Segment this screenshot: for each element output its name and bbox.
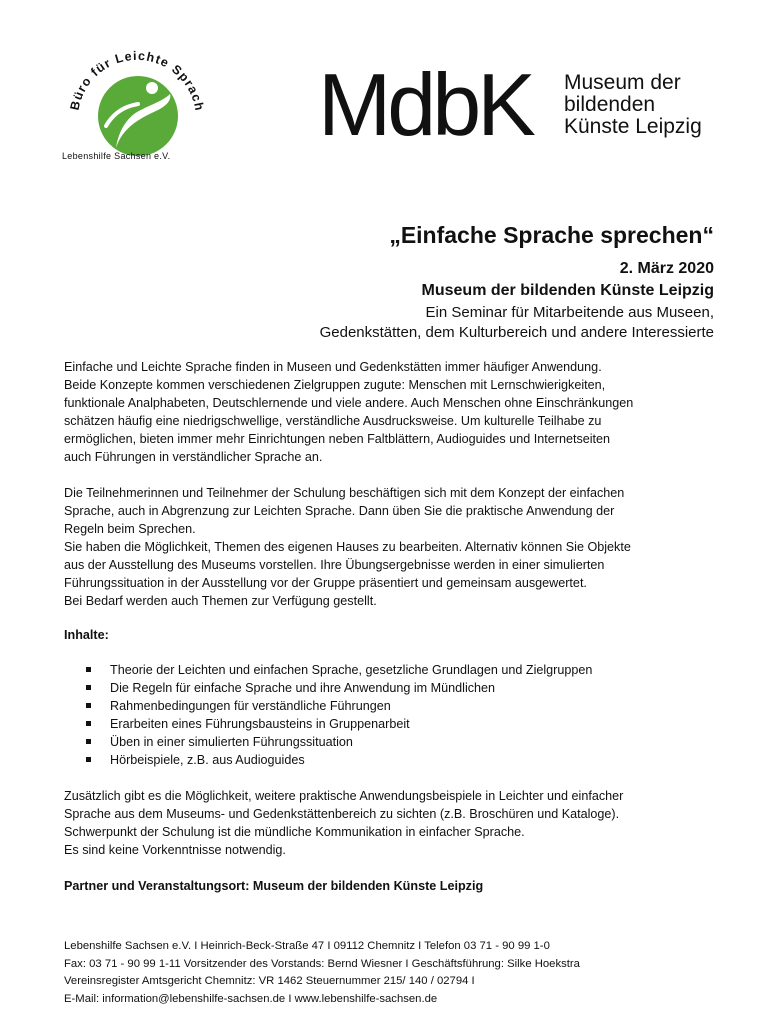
mdbk-mark: MdbK <box>318 55 532 154</box>
contents-list <box>86 661 592 769</box>
leichte-sprache-emblem <box>48 36 218 156</box>
bullet-icon <box>86 757 91 762</box>
list-item <box>86 733 592 751</box>
seminar-paragraph <box>64 484 716 610</box>
logo-caption: Lebenshilfe Sachsen e.V. <box>62 151 171 161</box>
leichte-sprache-logo <box>48 36 218 171</box>
mdbk-name-line-1: Museum der <box>564 71 681 94</box>
document-title: „Einfache Sprache sprechen“ <box>389 222 714 248</box>
paragraph-line: Schwerpunkt der Schulung ist die mündliche Kommunikation in einfacher Sprache. <box>64 825 525 839</box>
paragraph-line: ermöglichen, bieten immer mehr Einrichtungen neben Faltblättern, Audioguides und Internetseiten <box>64 432 611 446</box>
list-item-text: Theorie der Leichten und einfachen Sprache, gesetzliche Grundlagen und Zielgruppen <box>110 663 593 677</box>
logo-arc-text: Büro für Leichte Sprach <box>67 48 207 113</box>
paragraph-line: Regeln beim Sprechen. <box>64 522 196 536</box>
mdbk-name-line-3: Künste Leipzig <box>564 115 702 138</box>
paragraph-line: schätzen häufig eine niedrigschwellige, verständliche Ausdrucksweise. Um kulturelle Teilhabe zu <box>64 414 602 428</box>
subtitle-line-1: Ein Seminar für Mitarbeitende aus Museen, <box>425 304 714 321</box>
paragraph-line: Es sind keine Vorkenntnisse notwendig. <box>64 843 286 857</box>
footer <box>64 938 744 1008</box>
subtitle-line-2: Gedenkstätten, dem Kulturbereich und andere Interessierte <box>319 324 714 341</box>
mdbk-name <box>564 72 702 138</box>
list-item <box>86 697 592 715</box>
bullet-icon <box>86 703 91 708</box>
paragraph-line: Bei Bedarf werden auch Themen zur Verfügung gestellt. <box>64 594 377 608</box>
list-item <box>86 715 592 733</box>
footer-contact: Fax: 03 71 - 90 99 1-11 Vorsitzender des Vorstands: Bernd Wiesner I Geschäftsführung: Silke Hoekstra <box>64 957 580 970</box>
bullet-icon <box>86 667 91 672</box>
event-date: 2. März 2020 <box>619 260 714 277</box>
list-item <box>86 661 592 679</box>
paragraph-line: Sprache aus dem Museums- und Gedenkstättenbereich zu sichten (z.B. Broschüren und Kataloge). <box>64 807 620 821</box>
footer-address: Lebenshilfe Sachsen e.V. I Heinrich-Beck-Straße 47 I 09112 Chemnitz I Telefon 03 71 - 90 99 1-0 <box>64 940 550 952</box>
list-item <box>86 751 592 769</box>
contents-heading: Inhalte: <box>64 628 109 642</box>
list-item-text: Erarbeiten eines Führungsbausteins in Gruppenarbeit <box>110 717 410 731</box>
footer-email-web: E-Mail: information@lebenshilfe-sachsen.de I www.lebenshilfe-sachsen.de <box>64 992 438 1005</box>
list-item <box>86 679 592 697</box>
paragraph-line: Beide Konzepte kommen verschiedenen Zielgruppen zugute: Menschen mit Lernschwierigkeiten, <box>64 378 606 392</box>
paragraph-line: aus der Ausstellung des Museums vorstellen. Ihre Übungsergebnisse werden in einer simulierten <box>64 558 605 572</box>
list-item-text: Rahmenbedingungen für verständliche Führungen <box>110 699 391 713</box>
paragraph-line: Die Teilnehmerinnen und Teilnehmer der Schulung beschäftigen sich mit dem Konzept der einfachen <box>64 486 625 500</box>
list-item-text: Hörbeispiele, z.B. aus Audioguides <box>110 753 305 767</box>
event-venue: Museum der bildenden Künste Leipzig <box>421 282 714 299</box>
paragraph-line: Einfache und Leichte Sprache finden in Museen und Gedenkstätten immer häufiger Anwendung. <box>64 360 602 374</box>
list-item-text: Üben in einer simulierten Führungssituation <box>110 735 353 749</box>
footer-registry: Vereinsregister Amtsgericht Chemnitz: VR 1462 Steuernummer 215/ 140 / 02794 I <box>64 975 475 987</box>
partner-line: Partner und Veranstaltungsort: Museum der bildenden Künste Leipzig <box>64 879 484 893</box>
paragraph-line: auch Führungen in verständlicher Sprache an. <box>64 450 323 464</box>
additional-paragraph <box>64 787 716 859</box>
paragraph-line: Sprache, auch in Abgrenzung zur Leichten Sprache. Dann üben Sie die praktische Anwendung der <box>64 504 615 518</box>
paragraph-line: Zusätzlich gibt es die Möglichkeit, weitere praktische Anwendungsbeispiele in Leichter und einfacher <box>64 789 624 803</box>
mdbk-logo <box>318 55 738 154</box>
bullet-icon <box>86 685 91 690</box>
paragraph-line: funktionale Analphabeten, Deutschlernende und viele andere. Auch Menschen ohne Einschränkungen <box>64 396 634 410</box>
bullet-icon <box>86 739 91 744</box>
list-item-text: Die Regeln für einfache Sprache und ihre Anwendung im Mündlichen <box>110 681 496 695</box>
mdbk-name-line-2: bildenden <box>564 93 656 116</box>
paragraph-line: Führungssituation in der Ausstellung vor der Gruppe präsentiert und gemeinsam ausgewertet. <box>64 576 587 590</box>
paragraph-line: Sie haben die Möglichkeit, Themen des eigenen Hauses zu bearbeiten. Alternativ können Sie Objekte <box>64 540 631 554</box>
bullet-icon <box>86 721 91 726</box>
intro-paragraph <box>64 358 716 466</box>
